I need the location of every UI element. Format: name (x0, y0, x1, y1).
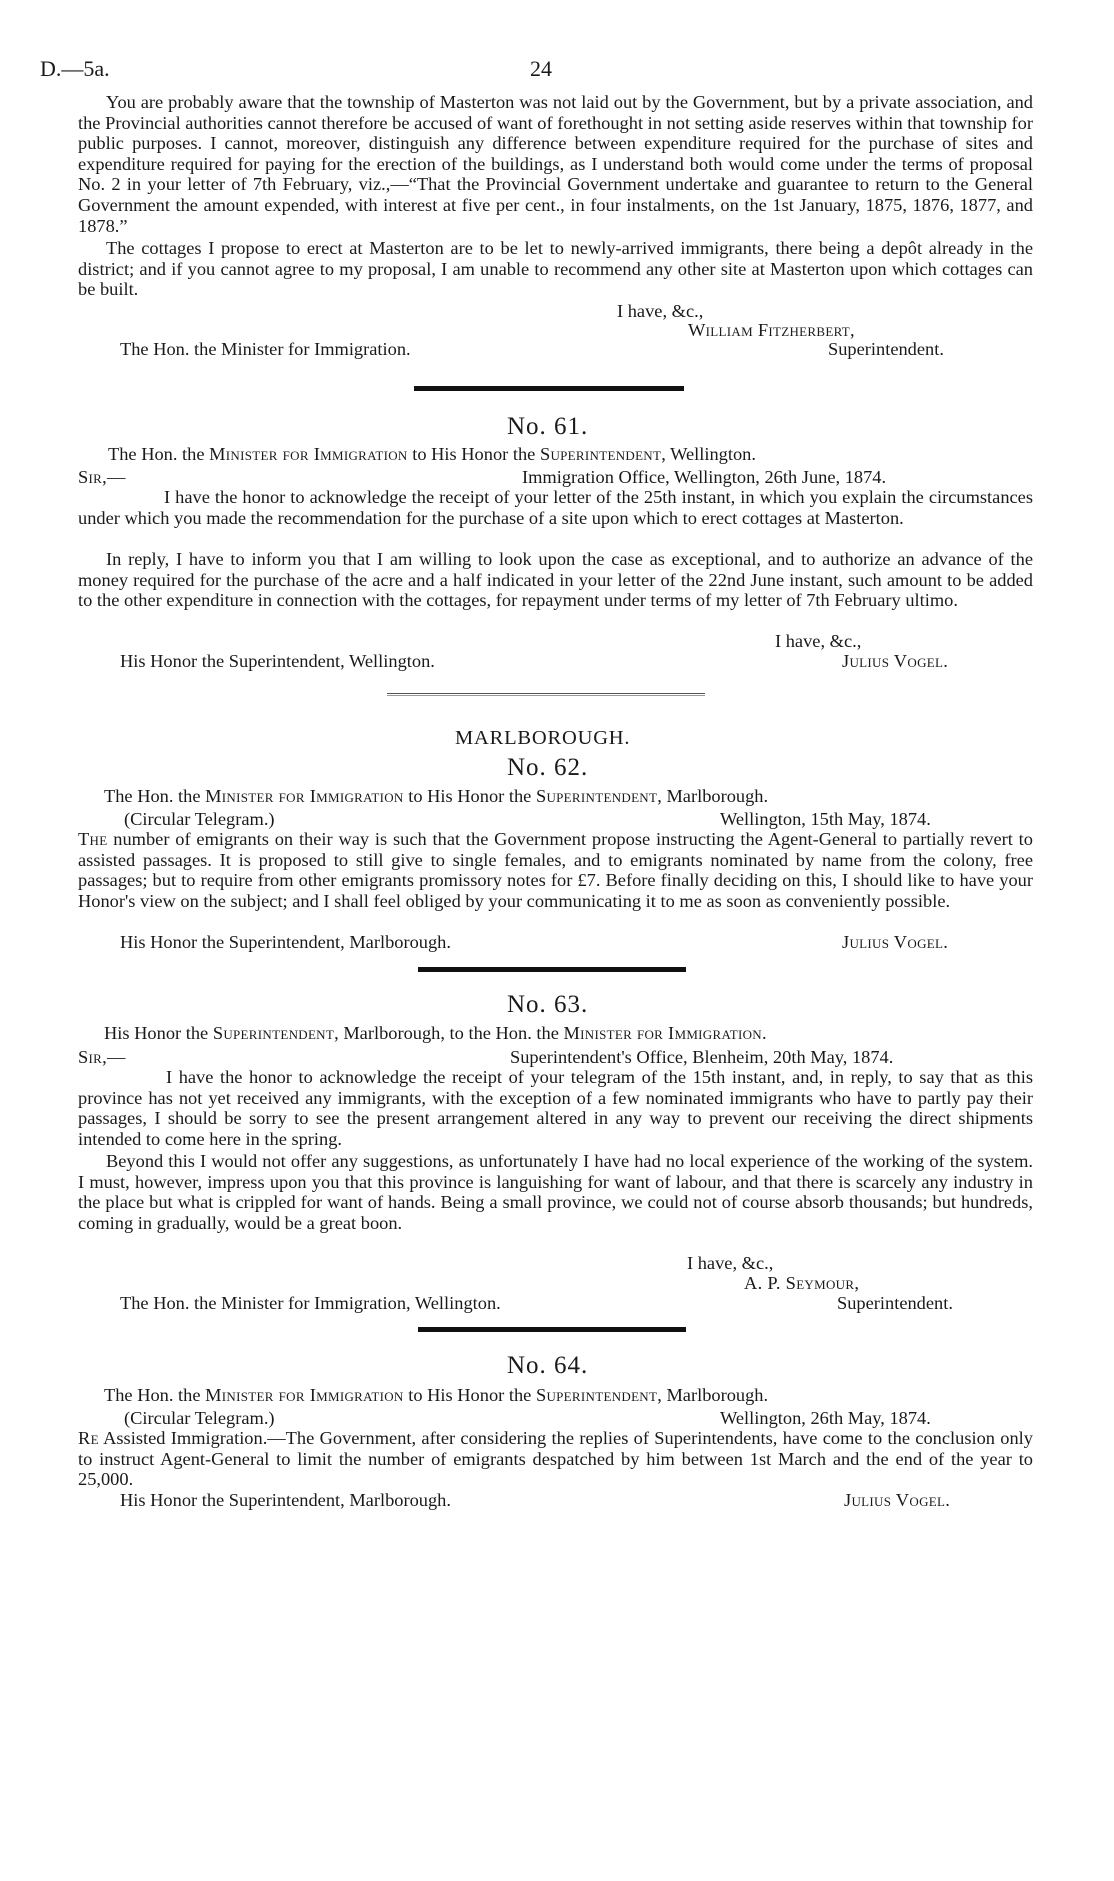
letter-61-closing: I have, &c., (775, 631, 862, 651)
letter-63-signature-title: Superintendent. (837, 1293, 953, 1313)
letter-63-addressee: The Hon. the Minister for Immigration, Wellington. (120, 1293, 501, 1313)
letter-63-heading: His Honor the Superintendent, Marlborough, to the Hon. the Minister for Immigration. (104, 1023, 767, 1043)
section-title-marlborough: MARLBOROUGH. (455, 727, 631, 749)
letter-63-salutation: Sir,— (78, 1047, 126, 1067)
letter-64-place-date: Wellington, 26th May, 1874. (720, 1408, 931, 1428)
letter-60-addressee: The Hon. the Minister for Immigration. (120, 339, 411, 359)
letter-61-addressee: His Honor the Superintendent, Wellington. (120, 651, 435, 671)
letter-61-paragraph-1: I have the honor to acknowledge the receipt of your letter of the 25th instant, in which you explain the circumstances under which you made the recommendation for the purchase of a site upon which to erect cottages at Masterton. (78, 487, 1033, 528)
letter-62-addressee: His Honor the Superintendent, Marlborough. (120, 932, 451, 952)
letter-63-signature: A. P. Seymour, (744, 1273, 860, 1293)
letter-62-place-date: Wellington, 15th May, 1874. (720, 809, 931, 829)
letter-64-number: No. 64. (507, 1352, 589, 1379)
letter-62-number: No. 62. (507, 754, 589, 781)
letter-61-signature: Julius Vogel. (842, 651, 949, 671)
section-divider (418, 967, 686, 972)
letter-63-paragraph-2: Beyond this I would not offer any suggestions, as unfortunately I have had no local experience of the working of the system. I must, however, impress upon you that this province is languishing for want of labour, and that there is scarcely any industry in the place but what is crippled for want of hands. Being a small province, we could not of course absorb thousands; but hundreds, coming in gradually, would be a great boon. (78, 1151, 1033, 1233)
letter-64-note: (Circular Telegram.) (124, 1408, 275, 1428)
letter-62-note: (Circular Telegram.) (124, 809, 275, 829)
letter-61-number: No. 61. (507, 413, 589, 440)
page-number: 24 (530, 56, 552, 81)
letter-63-place-date: Superintendent's Office, Blenheim, 20th May, 1874. (510, 1047, 894, 1067)
section-divider (418, 1327, 686, 1332)
letter-64-heading: The Hon. the Minister for Immigration to His Honor the Superintendent, Marlborough. (104, 1385, 769, 1405)
letter-63-closing: I have, &c., (687, 1253, 774, 1273)
letter-61-salutation: Sir,— (78, 467, 126, 487)
letter-62-heading: The Hon. the Minister for Immigration to His Honor the Superintendent, Marlborough. (104, 786, 769, 806)
letter-63-paragraph-1: I have the honor to acknowledge the receipt of your telegram of the 15th instant, and, in reply, to say that as this province has not yet received any immigrants, with the exception of a few nominated immigrants who have to partly pay their passages, I should be sorry to see the present arrangement altered in any way to prevent our receiving the direct shipments intended to come here in the spring. (78, 1067, 1033, 1149)
letter-61-heading: The Hon. the Minister for Immigration to His Honor the Superintendent, Wellington. (108, 444, 756, 464)
letter-60-closing: I have, &c., (617, 301, 704, 321)
letter-60-paragraph-2: The cottages I propose to erect at Masterton are to be let to newly-arrived immigrants, there being a depôt already in the district; and if you cannot agree to my proposal, I am unable to recommend any other site at Masterton upon which cottages can be built. (78, 238, 1033, 300)
region-divider (387, 693, 705, 696)
letter-60-paragraph-1: You are probably aware that the township of Masterton was not laid out by the Government, but by a private association, and the Provincial authorities cannot therefore be accused of want of forethought in not setting aside reserves within that township for public purposes. I cannot, moreover, distinguish any difference between expenditure required for the purchase of sites and expenditure required for paying for the erection of the buildings, as I understand both would come under the terms of proposal No. 2 in your letter of 7th February, viz.,—“That the Provincial Government undertake and guarantee to return to the General Government the amount expended, with interest at five per cent., in four instalments, on the 1st January, 1875, 1876, 1877, and 1878.” (78, 92, 1033, 236)
document-reference: D.—5a. (40, 56, 110, 81)
letter-64-addressee: His Honor the Superintendent, Marlborough. (120, 1490, 451, 1510)
letter-61-paragraph-2: In reply, I have to inform you that I am willing to look upon the case as exceptional, and to authorize an advance of the money required for the purchase of the acre and a half indicated in your letter of the 22nd June instant, such amount to be added to the other expenditure in connection with the cottages, for repayment under terms of my letter of 7th February ultimo. (78, 549, 1033, 611)
letter-60-signature: William Fitzherbert, (688, 320, 855, 340)
letter-62-signature: Julius Vogel. (842, 932, 949, 952)
section-divider (414, 386, 684, 391)
letter-62-paragraph-1: The number of emigrants on their way is such that the Government propose instructing the Agent-General to partially revert to assisted passages. It is proposed to still give to single females, and to emigrants nominated by name from the colony, free passages; but to require from other emigrants promissory notes for £7. Before finally deciding on this, I should like to have your Honor's view on the subject; and I shall feel obliged by your communicating it to me as soon as conveniently possible. (78, 829, 1033, 911)
letter-60-signature-title: Superintendent. (828, 339, 944, 359)
letter-64-paragraph-1: Re Assisted Immigration.—The Government, after considering the replies of Superintendents, have come to the conclusion only to instruct Agent-General to limit the number of emigrants despatched by him between 1st March and the end of the year to 25,000. (78, 1428, 1033, 1490)
letter-64-signature: Julius Vogel. (844, 1490, 951, 1510)
letter-61-place-date: Immigration Office, Wellington, 26th June, 1874. (522, 467, 887, 487)
letter-63-number: No. 63. (507, 991, 589, 1018)
